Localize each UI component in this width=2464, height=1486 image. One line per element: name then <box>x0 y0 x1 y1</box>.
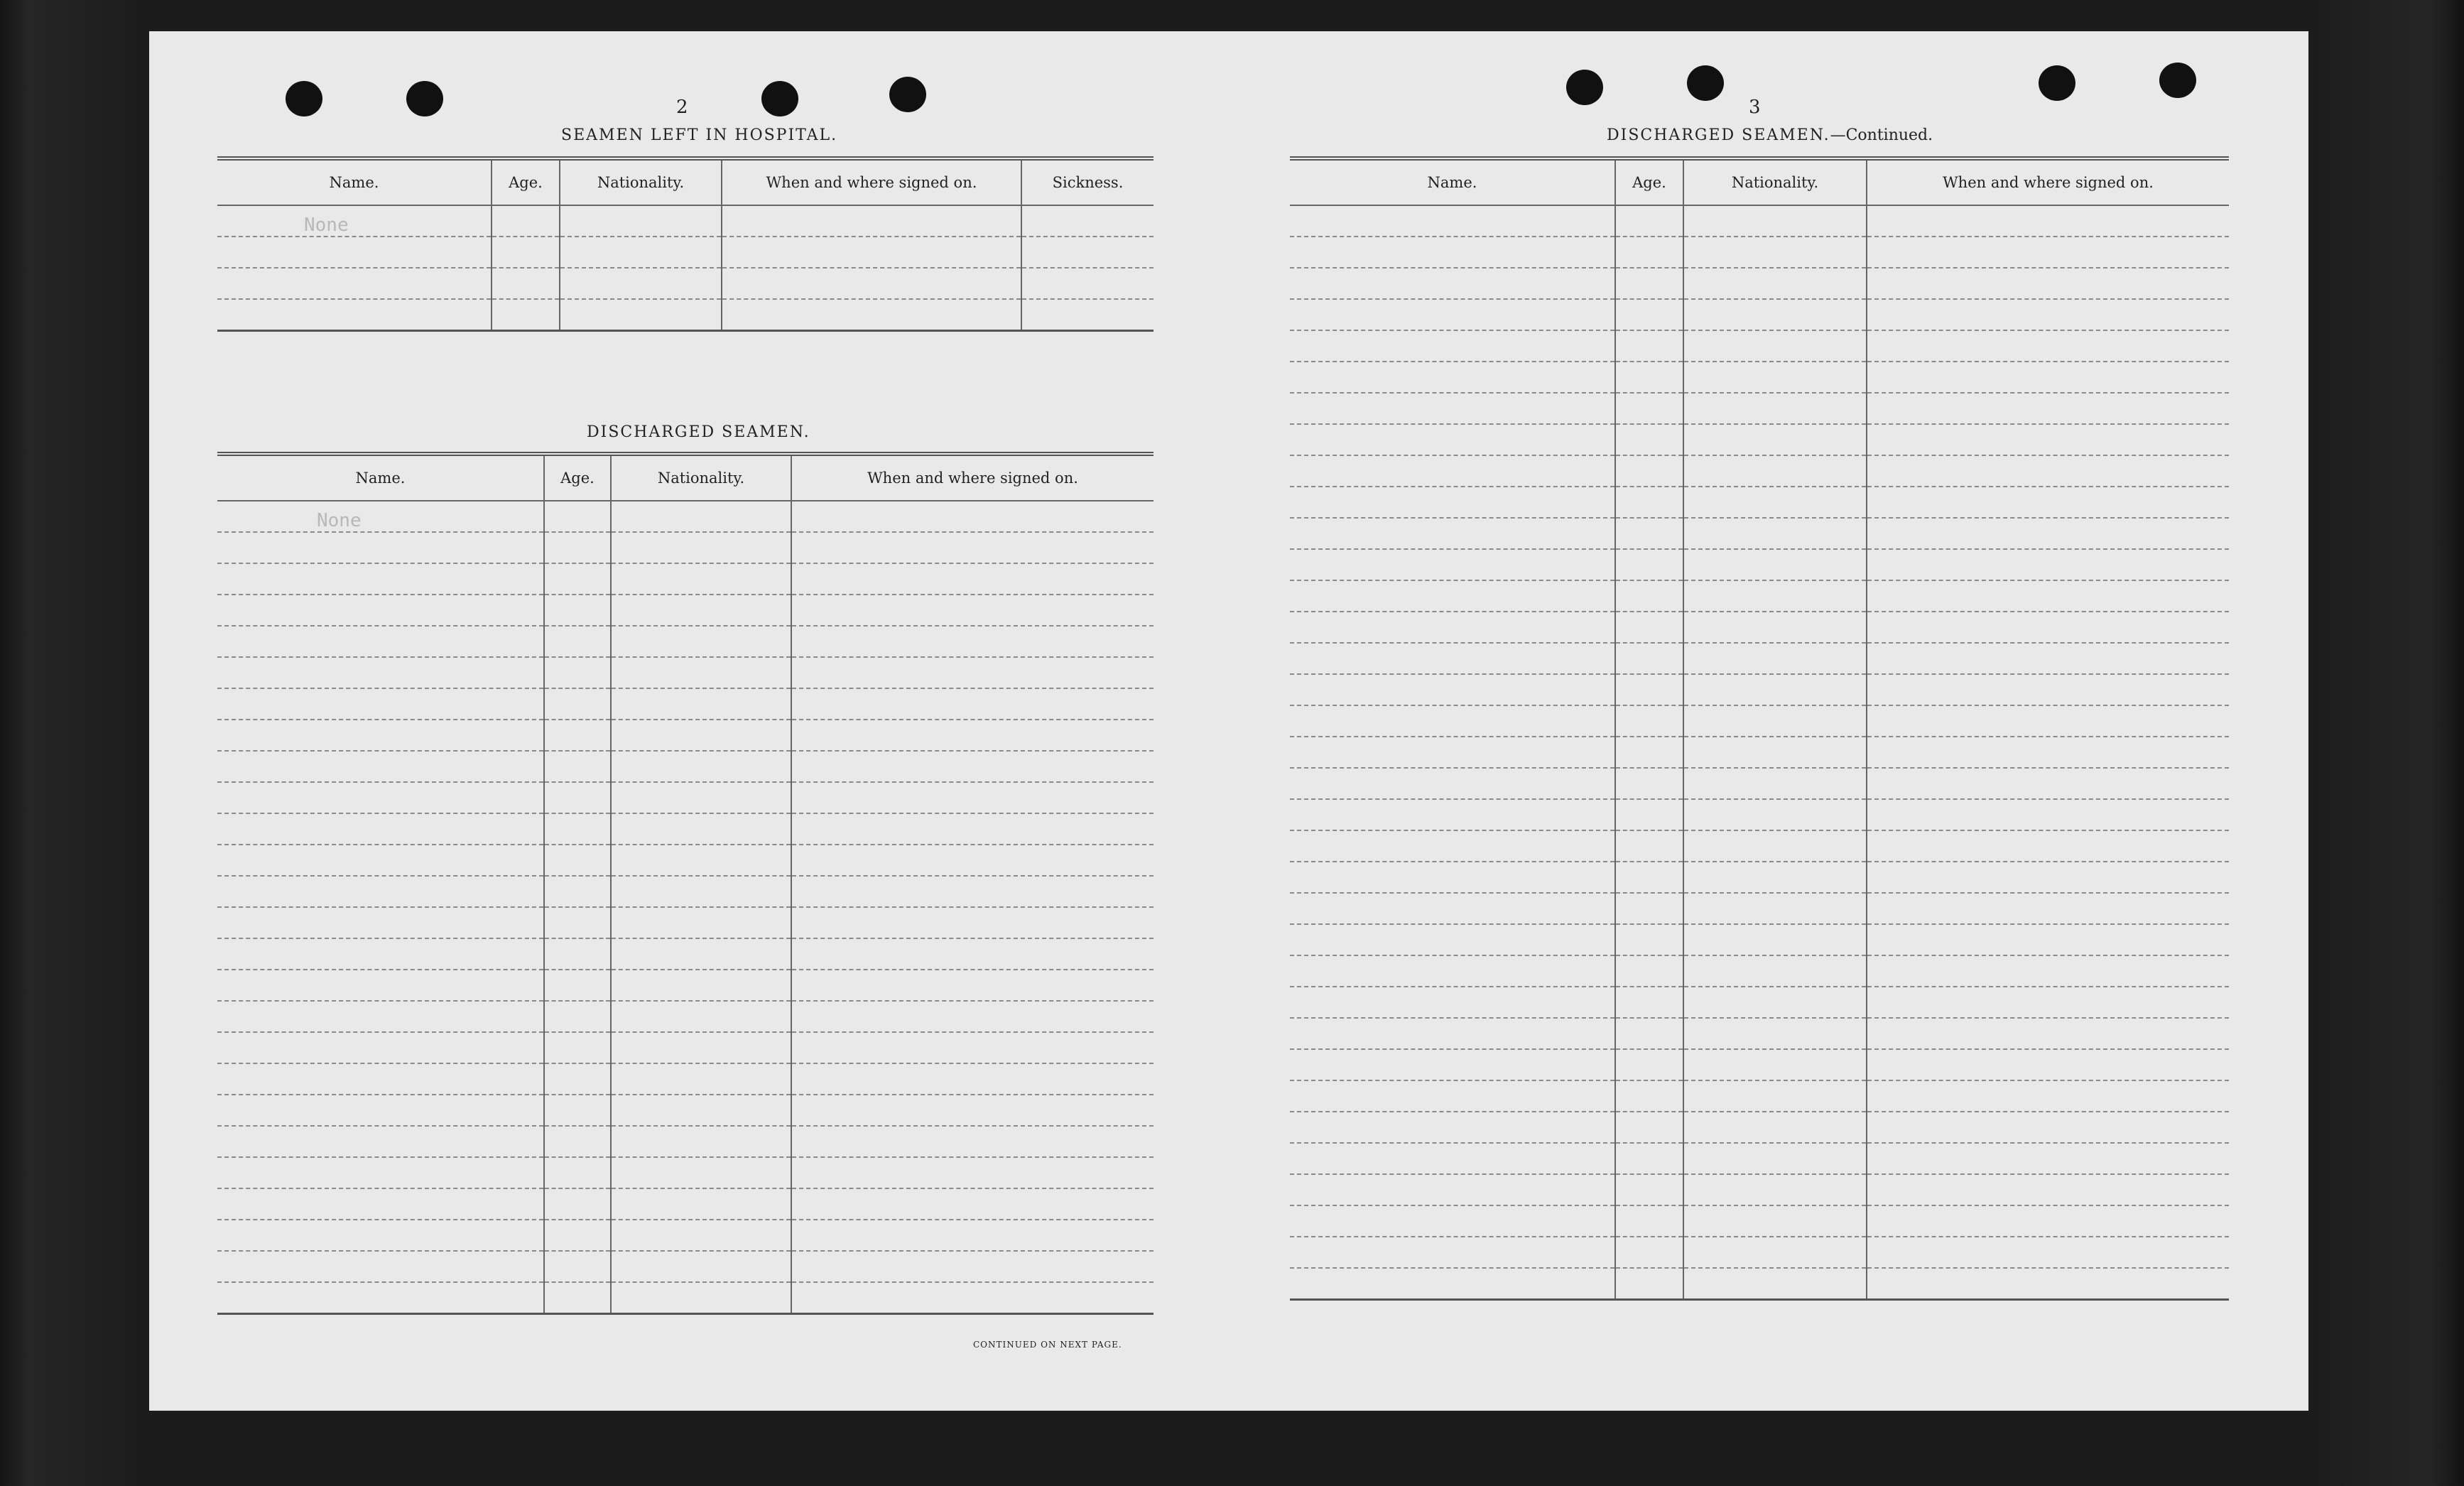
table-row <box>217 268 1154 299</box>
table-row <box>1290 330 2229 362</box>
table-row <box>217 907 1154 938</box>
punch-hole <box>286 81 322 116</box>
table-row <box>217 1157 1154 1188</box>
table-row <box>1290 487 2229 518</box>
table-row <box>1290 1143 2229 1174</box>
table-row <box>217 299 1154 331</box>
table-row <box>1290 362 2229 393</box>
col-signed-on-header: When and where signed on. <box>1867 158 2229 205</box>
col-name-header: Name. <box>217 454 544 501</box>
table-row <box>217 1282 1154 1314</box>
hospital-entry-none: None <box>217 205 492 237</box>
col-signed-on-header: When and where signed on. <box>722 158 1021 205</box>
col-signed-on-header: When and where signed on. <box>791 454 1154 501</box>
punch-hole <box>406 81 443 116</box>
table-row <box>1290 1112 2229 1143</box>
table-row <box>217 237 1154 268</box>
table-row <box>217 205 1154 237</box>
table-row <box>1290 1174 2229 1205</box>
table-row <box>217 1095 1154 1126</box>
table-row <box>1290 393 2229 424</box>
table-row <box>1290 268 2229 299</box>
right-section-title <box>1607 126 1933 144</box>
discharged-entry-none: None <box>217 501 544 532</box>
table-row <box>1290 987 2229 1018</box>
table-row <box>1290 580 2229 612</box>
table-row <box>1290 1237 2229 1268</box>
table-row <box>217 845 1154 876</box>
table-row <box>1290 768 2229 799</box>
table-row <box>217 688 1154 720</box>
table-row <box>217 563 1154 595</box>
table-row <box>1290 455 2229 487</box>
punch-hole <box>2159 63 2196 98</box>
table-row <box>1290 424 2229 455</box>
discharged-rows-left <box>217 501 1154 1314</box>
col-nationality-header: Nationality. <box>611 454 791 501</box>
table-row <box>1290 1268 2229 1300</box>
table-row <box>1290 612 2229 643</box>
table-row <box>217 782 1154 813</box>
right-title-main: DISCHARGED SEAMEN. <box>1607 126 1830 144</box>
table-row <box>1290 1080 2229 1112</box>
table-row <box>1290 955 2229 987</box>
table-row <box>1290 1018 2229 1049</box>
table-row <box>1290 674 2229 705</box>
punch-hole <box>889 77 926 112</box>
col-age-header: Age. <box>492 158 560 205</box>
table-row <box>1290 705 2229 737</box>
table-row <box>217 1251 1154 1282</box>
table-row <box>217 1126 1154 1157</box>
table-row <box>217 595 1154 626</box>
col-nationality-header: Nationality. <box>1683 158 1867 205</box>
left-page-number: 2 <box>676 97 688 118</box>
table-row <box>217 1001 1154 1032</box>
table-row <box>1290 1205 2229 1237</box>
table-row <box>1290 862 2229 893</box>
table-row <box>217 938 1154 970</box>
discharged-rows-right <box>1290 205 2229 1300</box>
table-row <box>1290 830 2229 862</box>
hospital-section-title: SEAMEN LEFT IN HOSPITAL. <box>561 126 838 144</box>
table-row <box>217 720 1154 751</box>
table-row <box>217 626 1154 657</box>
table-row <box>217 1032 1154 1063</box>
table-row <box>1290 299 2229 330</box>
table-row <box>1290 643 2229 674</box>
table-row <box>217 1063 1154 1095</box>
discharged-table-left <box>217 452 1154 1315</box>
col-name-header: Name. <box>217 158 492 205</box>
table-row <box>217 501 1154 532</box>
table-row <box>217 876 1154 907</box>
table-row <box>1290 1049 2229 1080</box>
hospital-table <box>217 156 1154 332</box>
continued-note: CONTINUED ON NEXT PAGE. <box>973 1340 1122 1350</box>
table-row <box>217 532 1154 563</box>
discharged-table-right <box>1290 156 2229 1301</box>
punch-hole <box>1566 70 1603 105</box>
table-row <box>217 1188 1154 1220</box>
table-row <box>1290 893 2229 924</box>
table-row <box>217 970 1154 1001</box>
table-row <box>1290 737 2229 768</box>
document-sheet <box>149 31 2308 1411</box>
right-page-number: 3 <box>1749 97 1761 118</box>
table-row <box>217 1220 1154 1251</box>
table-row <box>217 751 1154 782</box>
discharged-section-title: DISCHARGED SEAMEN. <box>587 423 810 441</box>
table-row <box>217 813 1154 845</box>
col-nationality-header: Nationality. <box>560 158 722 205</box>
hospital-rows <box>217 205 1154 331</box>
right-title-suffix: —Continued. <box>1830 126 1933 144</box>
col-sickness-header: Sickness. <box>1021 158 1154 205</box>
col-age-header: Age. <box>544 454 611 501</box>
table-row <box>1290 518 2229 549</box>
table-row <box>1290 549 2229 580</box>
punch-hole <box>2039 65 2075 101</box>
punch-hole <box>1687 65 1724 101</box>
col-age-header: Age. <box>1615 158 1683 205</box>
table-row <box>1290 205 2229 237</box>
table-row <box>1290 799 2229 830</box>
punch-hole <box>761 81 798 116</box>
table-row <box>1290 924 2229 955</box>
table-row <box>217 657 1154 688</box>
col-name-header: Name. <box>1290 158 1615 205</box>
table-row <box>1290 237 2229 268</box>
